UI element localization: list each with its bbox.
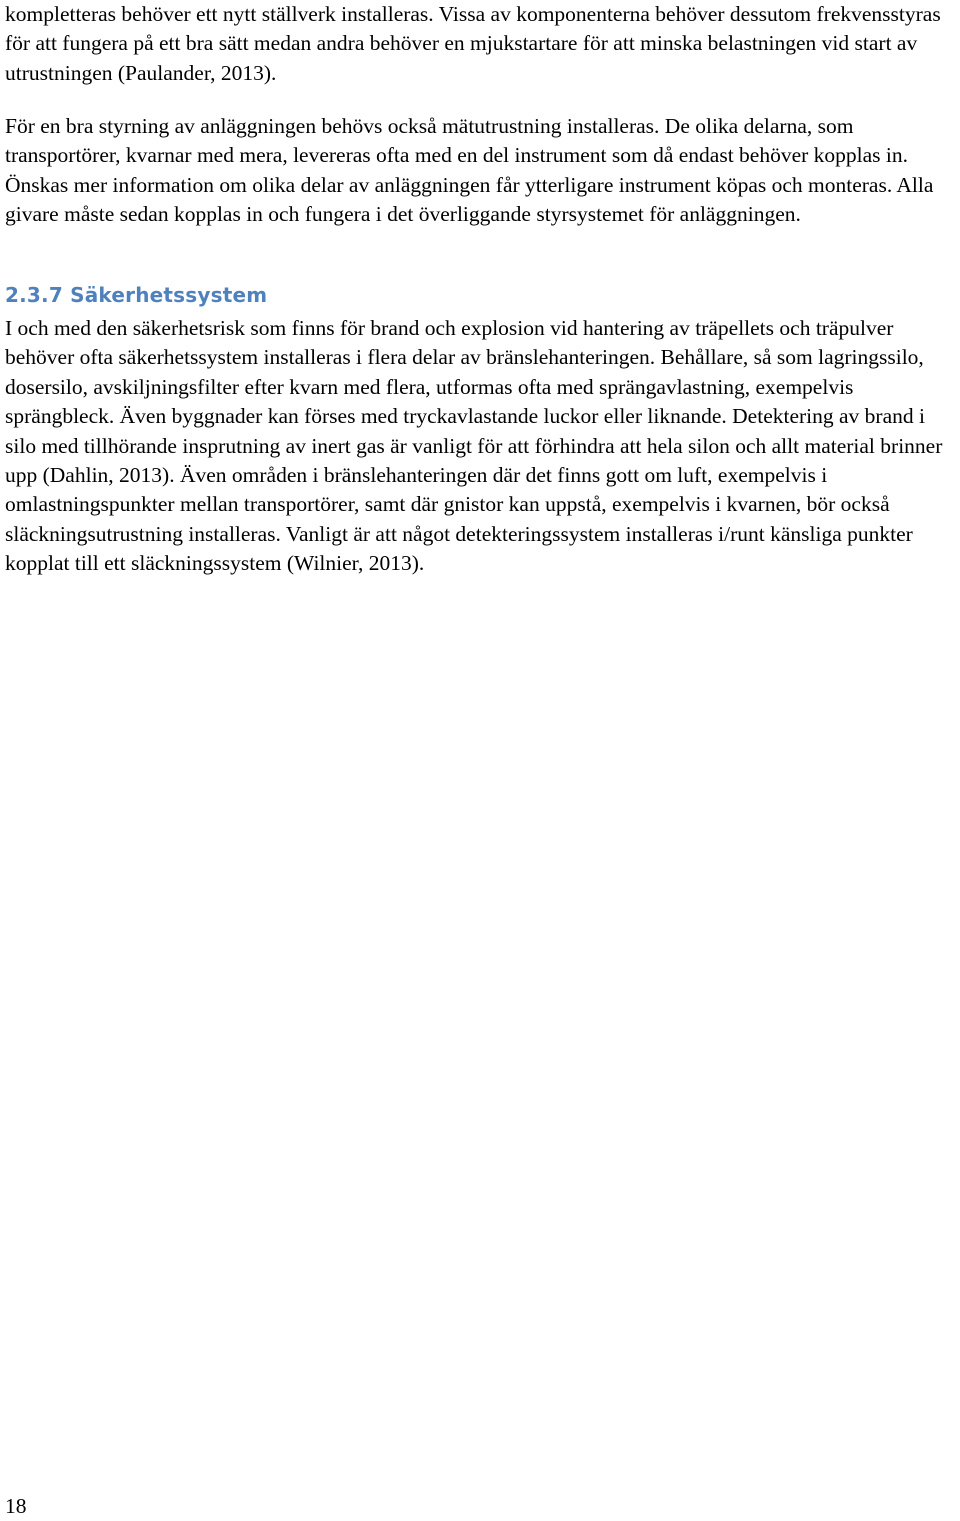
- paragraph-sakerhet: I och med den säkerhetsrisk som finns för brand och explosion vid hantering av träpellets och träpulver behöver ofta säkerhetssystem installeras i flera delar av bränslehanteringen. Behållare, så som lagringssilo, dosersilo, avskiljningsfilter efter kvarn med flera, utformas ofta med sprängavlastning, exempelvis sprängbleck. Även byggnader kan förses med tryckavlastande luckor eller liknande. Detektering av brand i silo med tillhörande insprutning av inert gas är vanligt för att förhindra att hela silon och allt material brinner upp (Dahlin, 2013). Även områden i bränslehanteringen där det finns gott om luft, exempelvis i omlastningspunkter mellan transportörer, samt där gnistor kan uppstå, exempelvis i kvarnen, bör också släckningsutrustning installeras. Vanligt är att något detekteringssystem installeras i/runt känsliga punkter kopplat till ett släckningssystem (Wilnier, 2013).: [5, 316, 943, 576]
- paragraph-styrning: För en bra styrning av anläggningen behövs också mätutrustning installeras. De olika delarna, som transportörer, kvarnar med mera, levereras ofta med en del instrument som då endast behöver kopplas in. Önskas mer information om olika delar av anläggningen får ytterligare instrument köpas och monteras. Alla givare måste sedan kopplas in och fungera i det överliggande styrsystemet för anläggningen.: [5, 114, 934, 227]
- page-number: 18: [5, 1494, 27, 1518]
- section-heading: 2.3.7 Säkerhetssystem: [5, 283, 268, 307]
- paragraph-continued: kompletteras behöver ett nytt ställverk installeras. Vissa av komponenterna behöver dessutom frekvensstyras för att fungera på ett bra sätt medan andra behöver en mjukstartare för att minska belastningen vid start av utrustningen (Paulander, 2013).: [5, 2, 941, 85]
